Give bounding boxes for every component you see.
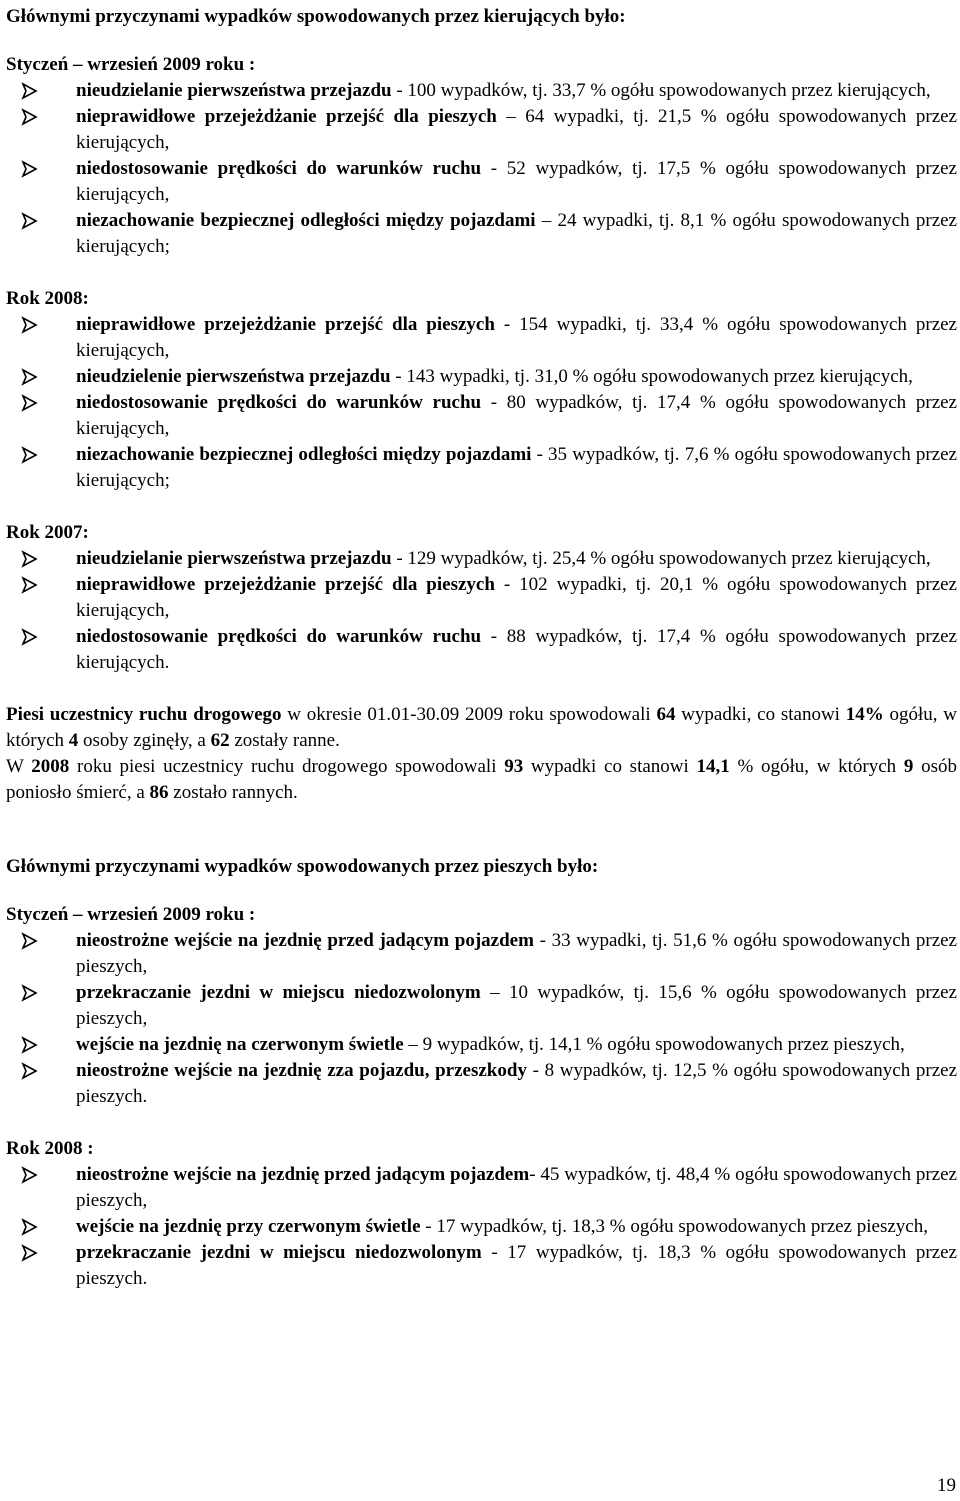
arrow-bullet-icon [20, 980, 40, 1006]
list-item [6, 208, 957, 260]
pedestrian-summary-2008 [6, 754, 957, 806]
body-text: zostały ranne. [229, 730, 340, 751]
list-item [6, 980, 957, 1032]
cause-name: nieostrożne wejście na jezdnię przed jadącym pojazdem [76, 1164, 530, 1185]
list-item [6, 364, 957, 390]
pedestrians-period-2008 [6, 1136, 957, 1292]
emphasis-text: 9 [903, 756, 914, 777]
pedestrians-causes-heading: Głównymi przyczynami wypadków spowodowanych przez pieszych było: [6, 856, 599, 877]
cause-stats: - 143 wypadki, tj. 31,0 % ogółu spowodowanych przez kierujących, [390, 366, 913, 387]
emphasis-text: 64 [656, 704, 676, 725]
emphasis-text: 93 [504, 756, 524, 777]
period-label: Rok 2008 : [6, 1138, 94, 1159]
cause-name: niezachowanie bezpiecznej odległości między pojazdami [76, 210, 536, 231]
cause-list [6, 928, 957, 1110]
cause-name: przekraczanie jezdni w miejscu niedozwolonym [76, 982, 481, 1003]
cause-name: wejście na jezdnię na czerwonym świetle [76, 1034, 404, 1055]
arrow-bullet-icon [20, 624, 40, 650]
cause-stats: - 52 wypadków, tj. 17,5 % ogółu spowodowanych przez kierujących, [76, 158, 957, 205]
list-item [6, 156, 957, 208]
arrow-bullet-icon [20, 104, 40, 130]
arrow-bullet-icon [20, 78, 40, 104]
list-item [6, 1032, 957, 1058]
arrow-bullet-icon [20, 1058, 40, 1084]
pedestrians-period-2009 [6, 902, 957, 1110]
drivers-period-2009 [6, 52, 957, 260]
cause-name: niedostosowanie prędkości do warunków ruchu [76, 626, 482, 647]
emphasis-text: 2008 [31, 756, 70, 777]
cause-stats: - 88 wypadków, tj. 17,4 % ogółu spowodowanych przez kierujących. [76, 626, 957, 673]
cause-stats: – 10 wypadków, tj. 15,6 % ogółu spowodowanych przez pieszych, [76, 982, 957, 1029]
list-item [6, 572, 957, 624]
arrow-bullet-icon [20, 208, 40, 234]
list-item [6, 1058, 957, 1110]
drivers-period-2007 [6, 520, 957, 676]
cause-name: nieprawidłowe przejeżdżanie przejść dla pieszych [76, 574, 495, 595]
spacer [6, 880, 957, 902]
list-item [6, 624, 957, 676]
cause-name: nieostrożne wejście na jezdnię przed jadącym pojazdem [76, 930, 534, 951]
cause-stats: - 100 wypadków, tj. 33,7 % ogółu spowodowanych przez kierujących, [391, 80, 931, 101]
arrow-bullet-icon [20, 156, 40, 182]
body-text: ogółu, w których [6, 704, 957, 751]
cause-list [6, 546, 957, 676]
list-item [6, 104, 957, 156]
cause-stats: - 8 wypadków, tj. 12,5 % ogółu spowodowanych przez pieszych. [76, 1060, 957, 1107]
page-number: 19 [937, 1475, 956, 1496]
arrow-bullet-icon [20, 1214, 40, 1240]
cause-stats: - 45 wypadków, tj. 48,4 % ogółu spowodowanych przez pieszych, [76, 1164, 957, 1211]
body-text: W [6, 756, 32, 777]
emphasis-text: 14,1 [696, 756, 730, 777]
list-item [6, 78, 957, 104]
period-label: Styczeń – wrzesień 2009 roku : [6, 904, 256, 925]
arrow-bullet-icon [20, 442, 40, 468]
cause-stats: - 80 wypadków, tj. 17,4 % ogółu spowodowanych przez kierujących, [76, 392, 957, 439]
emphasis-text: 14% [845, 704, 884, 725]
cause-list [6, 312, 957, 494]
spacer [6, 676, 957, 702]
body-text: wypadki co stanowi [523, 756, 697, 777]
drivers-causes-heading: Głównymi przyczynami wypadków spowodowanych przez kierujących było: [6, 6, 626, 27]
arrow-bullet-icon [20, 928, 40, 954]
body-text: w okresie 01.01-30.09 2009 roku spowodowali [281, 704, 657, 725]
arrow-bullet-icon [20, 390, 40, 416]
cause-name: nieudzielenie pierwszeństwa przejazdu [76, 366, 391, 387]
body-text: osoby zginęły, a [78, 730, 211, 751]
spacer [6, 30, 957, 52]
body-text: wypadki, co stanowi [675, 704, 846, 725]
cause-name: niedostosowanie prędkości do warunków ruchu [76, 158, 482, 179]
cause-name: nieudzielanie pierwszeństwa przejazdu [76, 80, 392, 101]
arrow-bullet-icon [20, 572, 40, 598]
list-item [6, 928, 957, 980]
emphasis-text: 62 [210, 730, 230, 751]
list-item [6, 1214, 957, 1240]
period-label: Rok 2007: [6, 522, 89, 543]
cause-stats: – 24 wypadki, tj. 8,1 % ogółu spowodowanych przez kierujących; [76, 210, 957, 257]
emphasis-text: 86 [149, 782, 169, 803]
cause-list [6, 78, 957, 260]
list-item [6, 442, 957, 494]
spacer [6, 806, 957, 854]
body-text: roku piesi uczestnicy ruchu drogowego spowodowali [69, 756, 505, 777]
body-text: % ogółu, w których [729, 756, 904, 777]
pedestrian-summary-2009 [6, 702, 957, 754]
cause-name: niezachowanie bezpiecznej odległości między pojazdami [76, 444, 532, 465]
body-text: osób poniosło śmierć, a [6, 756, 957, 803]
arrow-bullet-icon [20, 312, 40, 338]
period-label: Styczeń – wrzesień 2009 roku : [6, 54, 256, 75]
list-item [6, 546, 957, 572]
cause-name: nieostrożne wejście na jezdnię zza pojazdu, przeszkody [76, 1060, 527, 1081]
cause-stats: - 129 wypadków, tj. 25,4 % ogółu spowodowanych przez kierujących, [391, 548, 931, 569]
cause-name: nieudzielanie pierwszeństwa przejazdu [76, 548, 392, 569]
arrow-bullet-icon [20, 546, 40, 572]
body-text: zostało rannych. [168, 782, 298, 803]
list-item [6, 390, 957, 442]
period-label: Rok 2008: [6, 288, 89, 309]
cause-stats: – 64 wypadki, tj. 21,5 % ogółu spowodowanych przez kierujących, [76, 106, 957, 153]
emphasis-text: Piesi uczestnicy ruchu drogowego [6, 704, 282, 725]
cause-name: wejście na jezdnię przy czerwonym świetle [76, 1216, 421, 1237]
cause-stats: - 17 wypadków, tj. 18,3 % ogółu spowodowanych przez pieszych. [76, 1242, 957, 1289]
cause-list [6, 1162, 957, 1292]
document-page [6, 4, 957, 1292]
drivers-period-2008 [6, 286, 957, 494]
arrow-bullet-icon [20, 364, 40, 390]
cause-name: przekraczanie jezdni w miejscu niedozwolonym [76, 1242, 482, 1263]
cause-stats: - 17 wypadków, tj. 18,3 % ogółu spowodowanych przez pieszych, [420, 1216, 928, 1237]
cause-name: niedostosowanie prędkości do warunków ruchu [76, 392, 482, 413]
emphasis-text: 4 [68, 730, 79, 751]
cause-name: nieprawidłowe przejeżdżanie przejść dla pieszych [76, 106, 497, 127]
arrow-bullet-icon [20, 1162, 40, 1188]
list-item [6, 1240, 957, 1292]
cause-stats: - 35 wypadków, tj. 7,6 % ogółu spowodowanych przez kierujących; [76, 444, 957, 491]
cause-stats: - 102 wypadki, tj. 20,1 % ogółu spowodowanych przez kierujących, [76, 574, 957, 621]
list-item [6, 312, 957, 364]
cause-stats: - 33 wypadki, tj. 51,6 % ogółu spowodowanych przez pieszych, [76, 930, 957, 977]
arrow-bullet-icon [20, 1032, 40, 1058]
arrow-bullet-icon [20, 1240, 40, 1266]
cause-stats: - 154 wypadki, tj. 33,4 % ogółu spowodowanych przez kierujących, [76, 314, 957, 361]
spacer [6, 260, 957, 286]
spacer [6, 494, 957, 520]
cause-stats: – 9 wypadków, tj. 14,1 % ogółu spowodowanych przez pieszych, [403, 1034, 905, 1055]
list-item [6, 1162, 957, 1214]
cause-name: nieprawidłowe przejeżdżanie przejść dla pieszych [76, 314, 495, 335]
spacer [6, 1110, 957, 1136]
